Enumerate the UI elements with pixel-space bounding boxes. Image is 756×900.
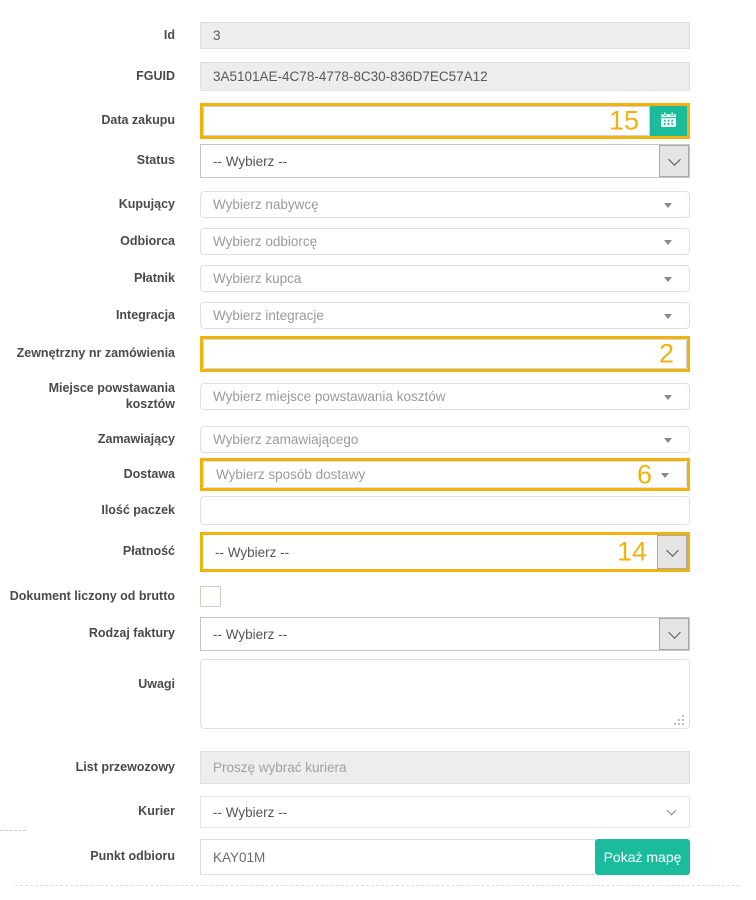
field-row-kurier xyxy=(0,796,756,828)
field-row-punkt-odbioru xyxy=(0,839,756,875)
field-row-rodzaj-faktury xyxy=(0,617,756,651)
annotation-badge-6: 6 xyxy=(636,459,652,490)
calendar-button[interactable] xyxy=(650,106,687,136)
orderer-select[interactable] xyxy=(200,426,690,453)
field-row-brutto xyxy=(0,586,756,607)
field-label-dostawa: Dostawa xyxy=(123,466,175,481)
annotation-badge-2: 2 xyxy=(658,338,674,369)
courier-select-value: -- Wybierz -- xyxy=(213,804,288,820)
payment-select-arrow-button[interactable] xyxy=(657,535,687,569)
field-row-data-zakupu xyxy=(0,103,756,139)
field-row-integracja xyxy=(0,302,756,329)
courier-select[interactable] xyxy=(200,796,690,828)
annotation-highlight-6 xyxy=(200,458,690,491)
field-row-fguid xyxy=(0,62,756,91)
package-count-input[interactable] xyxy=(200,496,690,525)
field-label-data-zakupu: Data zakupu xyxy=(101,113,175,128)
dropdown-arrow-icon xyxy=(664,395,672,400)
field-row-kupujacy xyxy=(0,191,756,218)
annotation-badge-14: 14 xyxy=(616,536,647,567)
field-label-uwagi: Uwagi xyxy=(138,677,175,692)
cost-center-select-placeholder: Wybierz miejsce powstawania kosztów xyxy=(213,389,446,405)
field-row-zewnetrzny-nr xyxy=(0,336,756,372)
status-select[interactable] xyxy=(200,144,690,178)
field-label-fguid: FGUID xyxy=(136,68,175,83)
payer-select[interactable] xyxy=(200,265,690,292)
integration-select-placeholder: Wybierz integracje xyxy=(213,308,324,323)
dropdown-arrow-icon xyxy=(664,277,672,282)
field-label-rodzaj-faktury: Rodzaj faktury xyxy=(88,626,175,641)
resize-grip-icon[interactable] xyxy=(674,715,685,726)
remarks-textarea[interactable] xyxy=(200,659,690,729)
field-row-platnosc xyxy=(0,532,756,572)
status-select-value: -- Wybierz -- xyxy=(213,153,288,169)
chevron-down-icon xyxy=(668,626,681,639)
payer-select-placeholder: Wybierz kupca xyxy=(213,271,302,286)
field-row-dostawa xyxy=(0,458,756,491)
calendar-icon xyxy=(660,111,677,131)
payment-select-value: -- Wybierz -- xyxy=(215,544,290,560)
field-label-platnik: Płatnik xyxy=(134,270,175,285)
purchase-date-input[interactable] xyxy=(203,106,650,136)
field-label-brutto: Dokument liczony od brutto xyxy=(9,588,175,603)
recipient-select-placeholder: Wybierz odbiorcę xyxy=(213,234,318,249)
field-row-id xyxy=(0,22,756,49)
dropdown-arrow-icon xyxy=(664,203,672,208)
chevron-down-icon xyxy=(666,544,679,557)
invoice-type-select-value: -- Wybierz -- xyxy=(213,626,288,642)
buyer-select-placeholder: Wybierz nabywcę xyxy=(213,197,319,212)
annotation-highlight-14 xyxy=(200,532,690,572)
field-label-kupujacy: Kupujący xyxy=(118,196,175,211)
field-label-id: Id xyxy=(163,27,175,42)
left-dashed-fragment xyxy=(0,830,26,831)
recipient-select[interactable] xyxy=(200,228,690,255)
buyer-select[interactable] xyxy=(200,191,690,218)
status-select-arrow-button[interactable] xyxy=(659,145,689,177)
dropdown-arrow-icon xyxy=(664,438,672,443)
integration-select[interactable] xyxy=(200,302,690,329)
field-row-odbiorca xyxy=(0,228,756,255)
field-row-list-przewozowy xyxy=(0,751,756,784)
delivery-method-placeholder: Wybierz sposób dostawy xyxy=(216,467,366,483)
delivery-method-select[interactable] xyxy=(203,461,687,488)
field-row-miejsce-kosztow xyxy=(0,381,756,412)
orderer-select-placeholder: Wybierz zamawiającego xyxy=(213,432,359,448)
bottom-dashed-separator xyxy=(15,885,740,886)
field-label-zamawiajacy: Zamawiający xyxy=(97,431,175,446)
field-row-uwagi xyxy=(0,659,756,734)
field-row-status xyxy=(0,144,756,178)
annotation-badge-15: 15 xyxy=(608,105,639,136)
chevron-down-icon xyxy=(668,153,681,166)
dropdown-arrow-icon xyxy=(664,240,672,245)
waybill-field: Proszę wybrać kuriera xyxy=(200,751,690,784)
cost-center-select[interactable] xyxy=(200,383,690,410)
field-label-status: Status xyxy=(136,153,175,168)
field-label-ilosc-paczek: Ilość paczek xyxy=(101,502,175,517)
field-label-list-przewozowy: List przewozowy xyxy=(75,759,175,774)
field-row-zamawiajacy xyxy=(0,426,756,453)
field-label-odbiorca: Odbiorca xyxy=(120,233,175,248)
pickup-point-input[interactable] xyxy=(200,839,595,875)
field-label-miejsce-kosztow: Miejsce powstawania kosztów xyxy=(48,381,175,411)
payment-select[interactable] xyxy=(203,535,687,569)
external-order-number-input[interactable] xyxy=(203,339,687,369)
gross-document-checkbox[interactable] xyxy=(200,586,221,607)
show-map-button[interactable]: Pokaż mapę xyxy=(595,839,690,875)
field-label-punkt-odbioru: Punkt odbioru xyxy=(90,849,175,864)
dropdown-arrow-icon xyxy=(664,314,672,319)
fguid-field: 3A5101AE-4C78-4778-8C30-836D7EC57A12 xyxy=(200,62,690,91)
field-label-zewnetrzny-nr: Zewnętrzny nr zamówienia xyxy=(16,346,175,361)
field-label-kurier: Kurier xyxy=(138,804,175,819)
invoice-type-select-arrow-button[interactable] xyxy=(659,618,689,650)
field-label-platnosc: Płatność xyxy=(122,544,175,559)
field-label-integracja: Integracja xyxy=(115,307,175,322)
chevron-down-icon xyxy=(667,806,677,816)
field-row-ilosc-paczek xyxy=(0,496,756,525)
annotation-highlight-2 xyxy=(200,336,690,372)
invoice-type-select[interactable] xyxy=(200,617,690,651)
id-field: 3 xyxy=(200,22,690,49)
field-row-platnik xyxy=(0,265,756,292)
annotation-highlight-15 xyxy=(200,103,690,139)
dropdown-arrow-icon xyxy=(661,473,669,478)
